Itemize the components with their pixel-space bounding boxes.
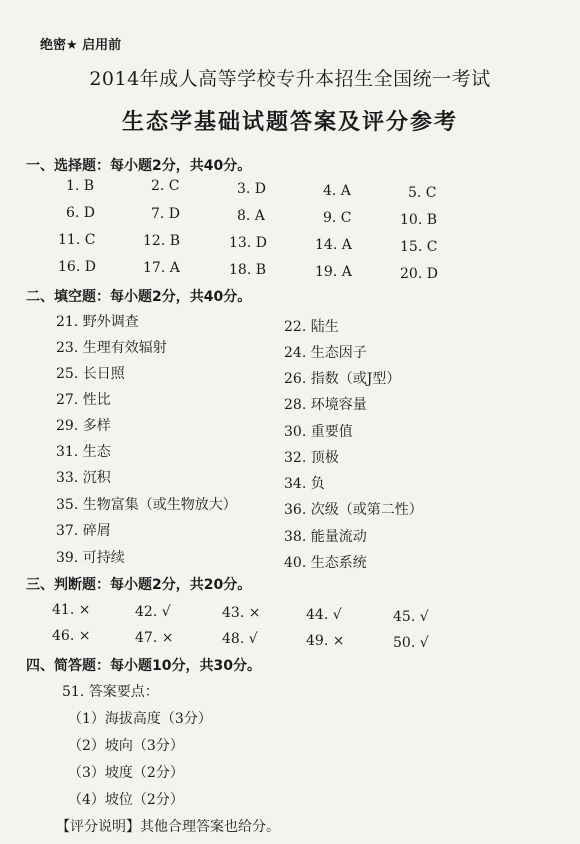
answer-point: （4）坡位（2分） (68, 792, 184, 808)
fill-answer: 40. 生态系统 (284, 555, 367, 571)
confidential-label: 绝密★ 启用前 (40, 38, 122, 53)
choice-answer: 7. D (151, 206, 181, 222)
fill-answer: 35. 生物富集（或生物放大） (56, 497, 237, 513)
fill-answer: 36. 次级（或第二性） (284, 502, 423, 518)
scoring-note: 【评分说明】其他合理答案也给分。 (56, 819, 280, 835)
choice-answer: 2. C (151, 178, 180, 194)
choice-answer: 15. C (400, 239, 438, 255)
section2-heading: 二、填空题：每小题2分，共40分。 (26, 289, 252, 305)
judgment-answer: 50. √ (393, 635, 429, 651)
choice-answer: 13. D (229, 235, 267, 251)
answer-point: （3）坡度（2分） (68, 765, 184, 781)
choice-answer: 8. A (237, 208, 265, 224)
choice-answer: 14. A (315, 237, 352, 253)
judgment-answer: 48. √ (222, 631, 258, 647)
section1-heading: 一、选择题：每小题2分，共40分。 (26, 158, 252, 174)
choice-answer: 11. C (58, 232, 96, 248)
document-title: 生态学基础试题答案及评分参考 (121, 109, 458, 135)
choice-answer: 10. B (400, 212, 438, 228)
section4-heading: 四、简答题：每小题10分，共30分。 (26, 658, 261, 674)
choice-answer: 18. B (229, 262, 267, 278)
choice-answer: 5. C (408, 185, 437, 201)
choice-answer: 6. D (66, 205, 96, 221)
choice-answer: 3. D (237, 181, 267, 197)
exam-title: 2014年成人高等学校专升本招生全国统一考试 (89, 68, 491, 90)
fill-answer: 28. 环境容量 (284, 397, 367, 413)
fill-answer: 29. 多样 (56, 418, 111, 434)
fill-answer: 34. 负 (284, 476, 325, 492)
fill-answer: 26. 指数（或J型） (284, 371, 401, 387)
fill-answer: 23. 生理有效辐射 (56, 340, 167, 356)
choice-answer: 12. B (143, 233, 181, 249)
choice-answer: 19. A (315, 264, 352, 280)
fill-answer: 31. 生态 (56, 444, 111, 460)
choice-answer: 1. B (66, 178, 95, 194)
fill-answer: 33. 沉积 (56, 470, 111, 486)
choice-answer: 20. D (400, 266, 438, 282)
judgment-answer: 46. × (52, 628, 91, 644)
fill-answer: 22. 陆生 (284, 319, 339, 335)
fill-answer: 39. 可持续 (56, 550, 125, 566)
fill-answer: 32. 顶极 (284, 450, 339, 466)
choice-answer: 17. A (143, 260, 180, 276)
fill-answer: 21. 野外调查 (56, 314, 139, 330)
judgment-answer: 44. √ (306, 607, 342, 623)
section3-heading: 三、判断题：每小题2分，共20分。 (26, 577, 252, 593)
question-51-label: 51. 答案要点： (62, 684, 159, 700)
choice-answer: 4. A (323, 183, 351, 199)
fill-answer: 30. 重要值 (284, 424, 353, 440)
answer-point: （2）坡向（3分） (68, 738, 184, 754)
judgment-answer: 49. × (306, 633, 345, 649)
fill-answer: 24. 生态因子 (284, 345, 367, 361)
fill-answer: 37. 碎屑 (56, 523, 111, 539)
choice-answer: 9. C (323, 210, 352, 226)
fill-answer: 25. 长日照 (56, 366, 125, 382)
judgment-answer: 43. × (222, 605, 261, 621)
fill-answer: 27. 性比 (56, 392, 111, 408)
judgment-answer: 42. √ (135, 604, 171, 620)
judgment-answer: 45. √ (393, 609, 429, 625)
choice-answer: 16. D (58, 259, 96, 275)
judgment-answer: 47. × (135, 630, 174, 646)
judgment-answer: 41. × (52, 602, 91, 618)
fill-answer: 38. 能量流动 (284, 529, 367, 545)
answer-point: （1）海拔高度（3分） (68, 711, 212, 727)
